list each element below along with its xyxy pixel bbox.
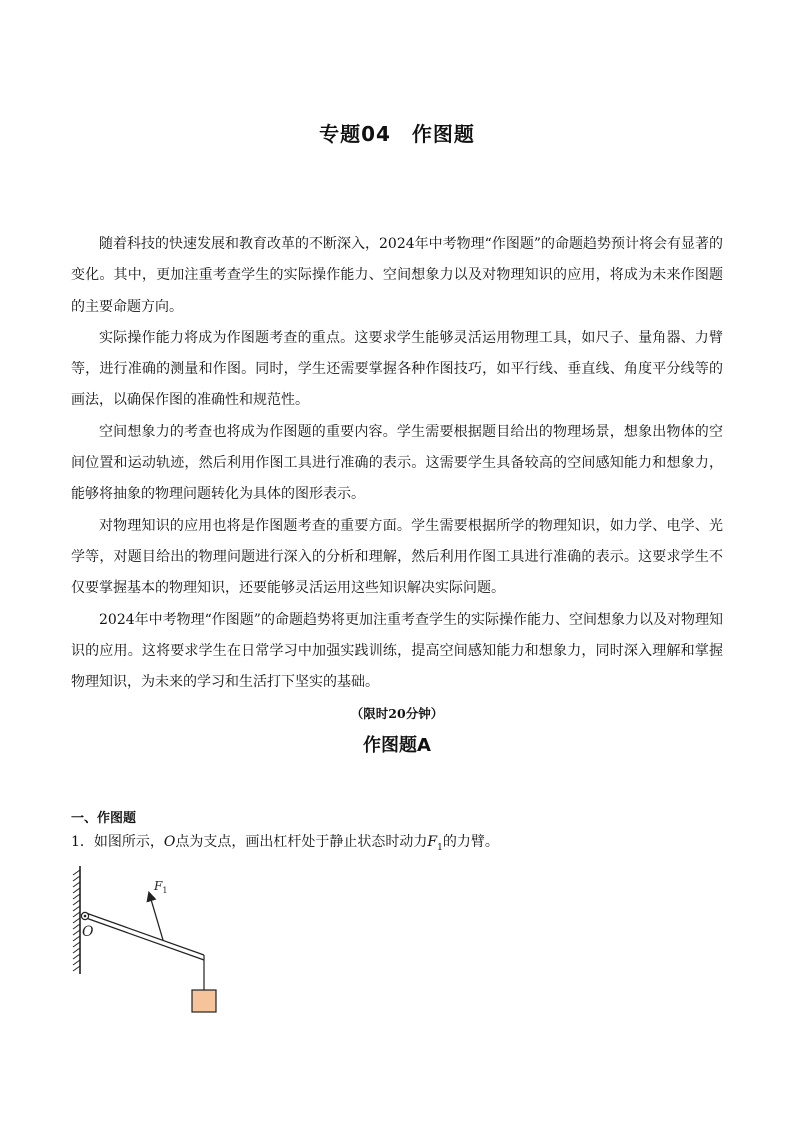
force-arrow [150,896,163,940]
force-label-subscript: 1 [162,886,168,895]
pivot-symbol: O [163,834,176,850]
section-subtitle: 作图题A [363,735,431,756]
intro-paragraph: 对物理知识的应用也将是作图题考查的重要方面。学生需要根据所学的物理知识，如力学、电学、光学等，对题目给出的物理问题进行深入的分析和理解，然后利用作图工具进行准确的表示。这要求学生不仅要掌握基本的物理知识，还要能够灵活运用这些知识解决实际问题。 [71,517,723,597]
question-text-part: 如图所示， [93,834,164,850]
question-text-part: 点为支点，画出杠杆处于静止状态时动力 [175,834,428,850]
lever-bar [86,913,204,960]
question-1 [71,831,499,853]
time-limit: （限时20分钟） [350,706,444,721]
question-number: 1． [71,834,94,850]
force-label [153,879,167,895]
intro-paragraph: 2024年中考物理“作图题”的命题趋势将更加注重考查学生的实际操作能力、空间想象力以及对物理知识的应用。这将要求学生在日常学习中加强实践训练，提高空间感知能力和想象力，同时深入理解和掌握物理知识，为未来的学习和生活打下坚实的基础。 [71,611,723,691]
force-label-letter: F [154,879,163,893]
section-heading: 一、作图题 [71,811,137,826]
intro-paragraph: 随着科技的快速发展和教育改革的不断深入，2024年中考物理“作图题”的命题趋势预计将会有显著的变化。其中，更加注重考查学生的实际操作能力、空间想象力以及对物理知识的应用，将成为未来作图题的主要命题方向。 [71,236,723,315]
pivot-icon [81,912,88,919]
question-text-part: 的力臂。 [442,834,499,850]
force-subscript: 1 [437,842,443,853]
wall [73,866,80,974]
page-title: 专题04 作图题 [319,122,475,146]
intro-paragraph: 实际操作能力将成为作图题考查的重点。这要求学生能够灵活运用物理工具，如尺子、量角器、力臂等，进行准确的测量和作图。同时，学生还需要掌握各种作图技巧，如平行线、垂直线、角度平分线等的画法，以确保作图的准确性和规范性。 [71,329,723,409]
intro-text [71,229,723,698]
lever-figure [70,862,230,1026]
intro-paragraph: 空间想象力的考查也将成为作图题的重要内容。学生需要根据题目给出的物理场景，想象出物体的空间位置和运动轨迹，然后利用作图工具进行准确的表示。这需要学生具备较高的空间感知能力和想象力，能够将抽象的物理问题转化为具体的图形表示。 [71,423,723,503]
force-symbol: F [427,834,438,850]
hanging-block [192,990,216,1012]
pivot-label: O [82,924,94,940]
